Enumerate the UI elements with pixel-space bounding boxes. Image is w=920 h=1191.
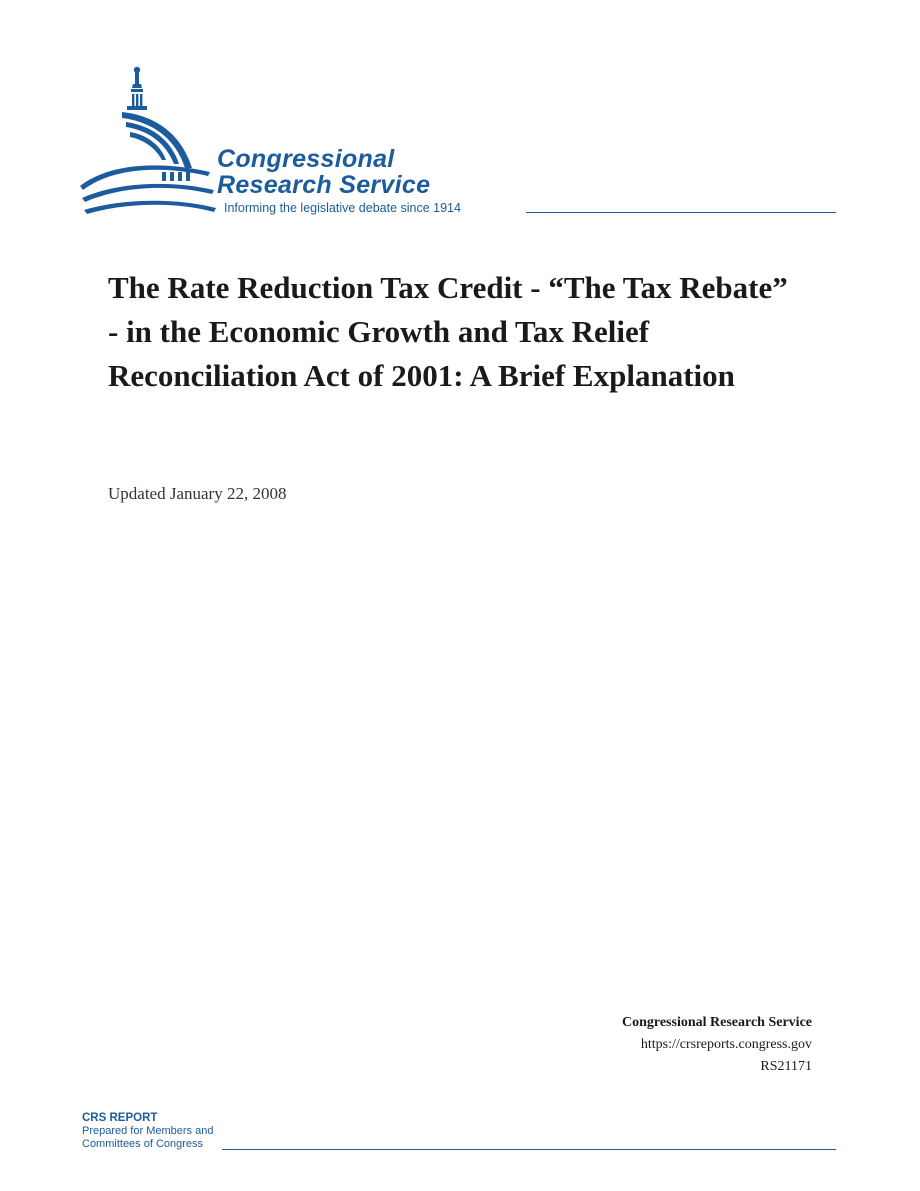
footer-line2: Committees of Congress (82, 1138, 204, 1150)
report-title: The Rate Reduction Tax Credit - “The Tax Rebate” - in the Economic Growth and Tax Relief Reconciliation Act of 2001: A Brief Explanation (108, 270, 788, 393)
meta-url: https://crsreports.congress.gov (640, 1037, 812, 1052)
footer-label (82, 1112, 836, 1151)
footer-line1: Prepared for Members and (82, 1125, 214, 1137)
header-divider (526, 212, 836, 213)
capitol-dome-icon (78, 64, 218, 219)
logo-tagline: Informing the legislative debate since 1914 (224, 201, 461, 215)
footer-divider (222, 1149, 836, 1150)
logo-name-line1: Congressional (217, 145, 395, 173)
logo-wordmark (217, 146, 430, 198)
footer-crs-report: CRS REPORT (82, 1112, 158, 1124)
meta-report-number: RS21171 (760, 1059, 812, 1074)
updated-date: Updated January 22, 2008 (108, 484, 287, 503)
report-meta (622, 1012, 812, 1078)
footer (82, 1112, 836, 1156)
meta-organization: Congressional Research Service (621, 1015, 812, 1030)
logo-name-line2: Research Service (217, 171, 431, 199)
crs-logo (78, 64, 838, 224)
